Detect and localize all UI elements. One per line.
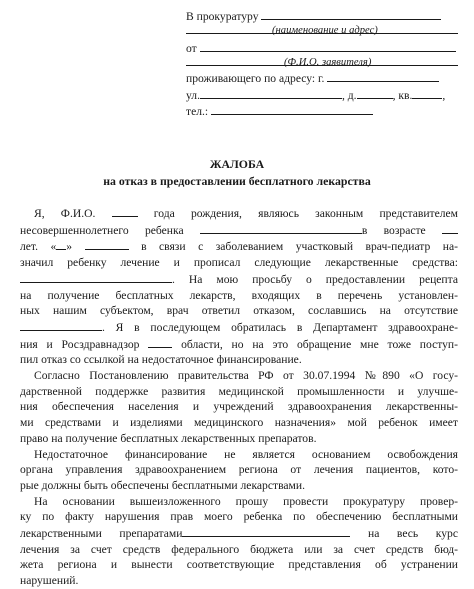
p1-text: года рождения, являюсь законным представителем	[153, 207, 459, 220]
p1-text: в возрасте	[361, 223, 426, 237]
city-field[interactable]	[327, 70, 439, 82]
p1-text: значил ребенку лечение и прописал следующие лекарственные средства:	[20, 256, 458, 270]
p1-line-5	[20, 271, 458, 288]
p2-line-2	[20, 384, 458, 400]
p2-line-4	[20, 415, 458, 431]
p4-text: ку по факту нарушения прав моего ребенка по обеспечению бесплатными	[20, 510, 458, 524]
street-field[interactable]	[200, 87, 342, 99]
p2-text: ния обеспечения населения и учреждений здравоохранения лекарственны-	[20, 400, 458, 414]
paragraph-1	[20, 205, 458, 368]
date-month-field[interactable]	[85, 238, 129, 250]
address-line	[186, 70, 439, 86]
p1-text: несовершеннолетнего ребенка	[20, 223, 184, 237]
complaint-body	[20, 205, 458, 589]
phone-field[interactable]	[211, 103, 373, 115]
p4-text: На основании вышеизложенного прошу провести прокуратуру провер-	[34, 494, 458, 508]
house-label: , д.	[341, 89, 357, 102]
phone-label: тел.:	[186, 105, 209, 118]
p2-line-5	[20, 431, 458, 447]
p1-text: лет. «	[20, 240, 57, 254]
to-hint: (наименование и адрес)	[272, 25, 378, 36]
p2-text: право на получение бесплатных лекарственных препаратов.	[20, 431, 317, 445]
p1-text: области, но на это обращение мне тоже поступ-	[181, 337, 458, 351]
apt-label: , кв.	[392, 89, 413, 102]
medicines-field[interactable]	[20, 271, 172, 283]
p1-line-1	[20, 205, 458, 222]
p1-line-6	[20, 288, 458, 304]
p4-text: на весь курс	[368, 527, 458, 541]
p1-text: »	[66, 240, 73, 254]
applicant-name-field[interactable]	[200, 40, 456, 52]
p3-text: рые должны быть обеспечены бесплатными лекарствами.	[20, 478, 305, 492]
p3-line-1	[20, 447, 458, 463]
p3-text: Недостаточное финансирование не является основанием освобождения	[34, 447, 458, 461]
p2-text: ми средствами и изделиями медицинского назначения» мой ребенок имеет	[20, 416, 458, 430]
address-label: проживающего по адресу: г.	[186, 72, 325, 85]
apt-end: ,	[442, 89, 446, 102]
p1-text: ния и Росздравнадзор	[20, 337, 140, 351]
to-label: В прокуратуру	[186, 10, 259, 23]
house-field[interactable]	[357, 87, 393, 99]
from-hint: (Ф.И.О. заявителя)	[284, 57, 372, 68]
p3-line-3	[20, 478, 458, 494]
p4-line-3	[20, 525, 458, 542]
p2-line-1	[20, 368, 458, 384]
p1-line-7	[20, 303, 458, 319]
p2-text: Согласно Постановлению правительства РФ от 30.07.1994 №890 «О госу-	[34, 369, 458, 383]
p3-text: органа управления здравоохранением региона от лечения пациентов, кото-	[20, 463, 458, 477]
child-age-field[interactable]	[442, 222, 458, 234]
p4-line-4	[20, 542, 458, 558]
p1-text: пил отказ со ссылкой на недостаточное финансирование.	[20, 353, 302, 367]
p4-text: лекарственными препаратами	[20, 527, 183, 541]
p4-text: лечения за счет средств федерального бюджета или за счет средств бюд-	[20, 542, 458, 556]
p1-text: . На мою просьбу о предоставлении рецепта	[172, 272, 458, 286]
paragraph-4	[20, 494, 458, 589]
p2-text: дарственной поддержке развития медицинской промышленности и улучше-	[20, 384, 458, 398]
apt-field[interactable]	[412, 87, 442, 99]
document-subtitle: на отказ в предоставлении бесплатного лекарства	[103, 174, 371, 188]
street-label: ул.	[186, 89, 200, 102]
p1-text: на получение бесплатных лекарств, входящих в перечень установлен-	[20, 288, 458, 302]
p4-text: нарушений.	[20, 574, 79, 588]
street-line	[186, 87, 445, 103]
p1-line-4	[20, 255, 458, 271]
p1-text: Я, Ф.И.О.	[34, 207, 96, 220]
document-title: ЖАЛОБА	[209, 157, 265, 171]
p1-line-10	[20, 352, 458, 368]
p4-line-1	[20, 494, 458, 510]
child-name-field[interactable]	[200, 222, 362, 234]
applicant-fio-field[interactable]	[112, 205, 138, 217]
p2-line-3	[20, 399, 458, 415]
p4-text: жета региона и вынести соответствующие представления об устранении	[20, 558, 458, 572]
p1-text: в связи с заболеванием участковый врач-педиатр на-	[141, 240, 458, 254]
p1-line-9	[20, 336, 458, 353]
p4-line-2	[20, 509, 458, 525]
p1-text: ных нашим субъектом, врач ответил отказом, сославшись на отсутствие	[20, 304, 458, 318]
p1-line-3	[20, 238, 458, 255]
drugs-list-field[interactable]	[182, 525, 350, 537]
refusal-reason-field[interactable]	[20, 319, 102, 331]
p4-line-6	[20, 573, 458, 589]
p3-line-2	[20, 462, 458, 478]
from-label: от	[186, 42, 197, 55]
region-field[interactable]	[148, 336, 172, 348]
p1-text: . Я в последующем обратилась в Департамент здравоохране-	[102, 320, 458, 334]
date-day-field[interactable]	[56, 238, 66, 250]
paragraph-3	[20, 447, 458, 494]
prosecutor-field[interactable]	[261, 8, 441, 20]
paragraph-2	[20, 368, 458, 447]
p1-line-8	[20, 319, 458, 336]
phone-line	[186, 103, 373, 119]
p1-line-2	[20, 222, 458, 239]
